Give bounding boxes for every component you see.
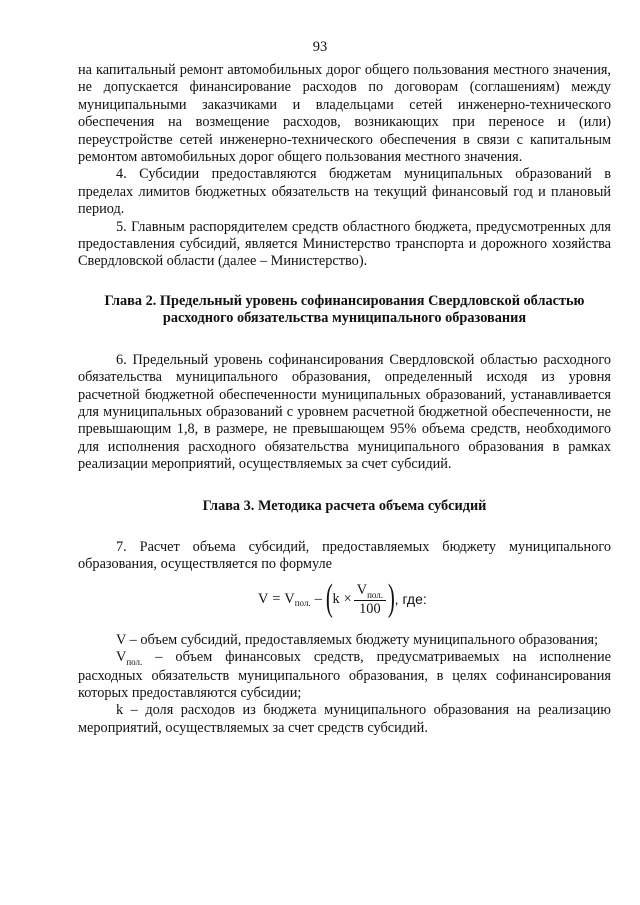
fraction-numerator [354,583,386,601]
numerator-v-subscript: пол. [367,589,384,600]
formula-lhs: V [258,591,269,608]
paragraph-continuation: на капитальный ремонт автомобильных дорог общего пользования местного значения, не допускается финансирование расходов по договорам (соглашениям) между муниципальными заказчиками и владельцами сетей инженерно-технического обеспечения на возмещение расходов, возникающих при переносе и (или) переустройстве сетей инженерно-технического обеспечения в связи с капитальным ремонтом автомобильных дорог общего пользования местного значения. [78,62,611,166]
definition-v-pol-main: V [116,649,127,666]
formula-tail: , где: [394,591,427,608]
definition-k: k – доля расходов из бюджета муниципального образования на реализацию мероприятий, осуществляемых за счет средств субсидий. [78,702,611,736]
definition-v-pol-subscript: пол. [126,657,143,668]
definition-v-pol-text: – объем финансовых средств, предусматриваемых на исполнение расходных обязательств муниципального образования, в целях софинансирования которых предоставляются субсидии; [78,649,611,701]
formula-times: × [343,591,352,608]
left-paren-glyph: ( [325,576,333,619]
paragraph-4: 4. Субсидии предоставляются бюджетам муниципальных образований в пределах лимитов бюджетных обязательств на текущий финансовый год и плановый период. [78,166,611,218]
document-body [78,62,611,737]
numerator-v-main: V [356,581,368,598]
definition-v-pol [78,649,611,702]
fraction-denominator: 100 [359,600,381,617]
paragraph-6: 6. Предельный уровень софинансирования Свердловской областью расходного обязательства муниципального образования, определенный исходя из уровня расчетной бюджетной обеспеченности муниципальных образований, устанавливается для муниципальных образований с уровнем расчетной бюджетной обеспеченности, не превышающим 1,8, в размере, не превышающем 95% объема средств, необходимого для исполнения расходного обязательства муниципального образования в рамках реализации мероприятий, осуществляемых за счет субсидий. [78,351,611,473]
formula-v-main: V [284,591,295,608]
definition-v: V – объем субсидий, предоставляемых бюджету муниципального образования; [116,631,599,648]
chapter-2-heading-line-1: Глава 2. Предельный уровень софинансирования Свердловской областью [104,292,585,309]
formula-minus: – [314,591,322,608]
paragraph-5: 5. Главным распорядителем средств областного бюджета, предусмотренных для предоставления субсидий, является Министерство транспорта и дорожного хозяйства Свердловской области (далее – Министерство). [78,218,611,270]
page-number: 93 [312,39,328,55]
right-paren-glyph: ) [387,576,395,619]
paragraph-7: 7. Расчет объема субсидий, предоставляемых бюджету муниципального образования, осуществляется по формуле [78,538,611,573]
subsidy-formula [78,578,611,626]
formula-k: k [332,591,340,608]
chapter-3-heading: Глава 3. Методика расчета объема субсидий [202,497,487,514]
formula-equals: = [272,591,281,608]
chapter-2-heading-line-2: расходного обязательства муниципального образования [162,310,527,327]
formula-v-subscript: пол. [294,598,311,609]
formula-fraction [354,583,386,617]
